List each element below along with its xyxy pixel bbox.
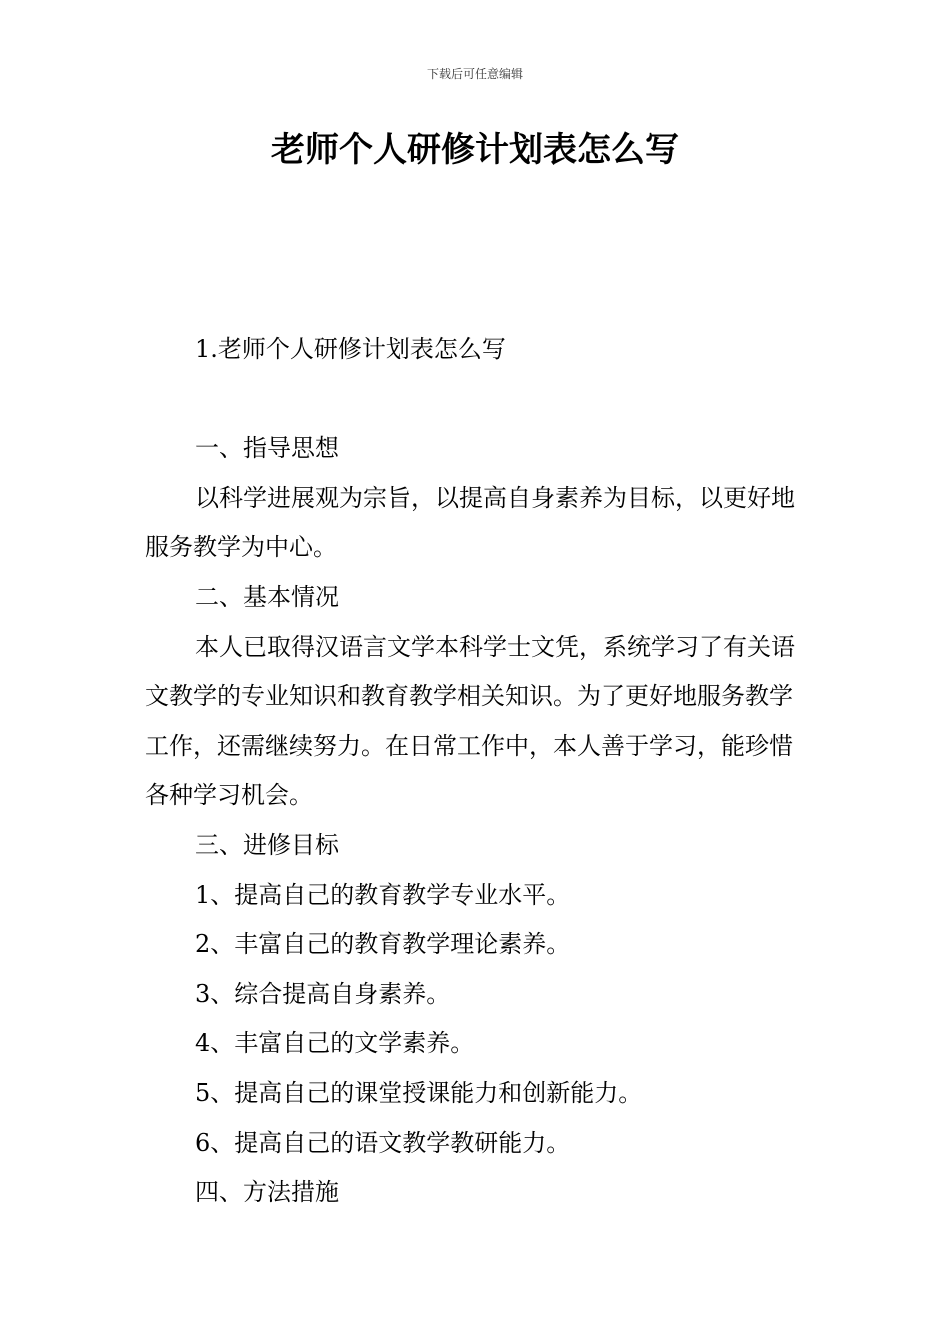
goal-item-6: 6、提高自己的语文教学教研能力。: [195, 1128, 571, 1157]
page-header-note: 下载后可任意编辑: [426, 67, 523, 81]
paragraph-guiding-thought: 以科学进展观为宗旨，以提高自身素养为目标，以更好地服务教学为中心。: [145, 483, 795, 562]
heading-study-goals: 三、进修目标: [195, 830, 339, 859]
goal-item-1: 1、提高自己的教育教学专业水平。: [195, 880, 571, 909]
heading-basic-situation: 二、基本情况: [195, 582, 339, 611]
goal-item-4: 4、丰富自己的文学素养。: [195, 1029, 475, 1058]
goal-item-2: 2、丰富自己的教育教学理论素养。: [195, 930, 571, 959]
heading-methods: 四、方法措施: [195, 1178, 339, 1207]
document-title: 老师个人研修计划表怎么写: [271, 130, 679, 170]
goal-item-5: 5、提高自己的课堂授课能力和创新能力。: [195, 1078, 643, 1107]
section-heading: 1.老师个人研修计划表怎么写: [195, 335, 506, 363]
paragraph-basic-situation: 本人已取得汉语言文学本科学士文凭，系统学习了有关语文教学的专业知识和教育教学相关知识。为了更好地服务教学工作，还需继续努力。在日常工作中，本人善于学习，能珍惜各种学习机会。: [145, 632, 795, 810]
document-body: [145, 325, 807, 1218]
goal-item-3: 3、综合提高自身素养。: [195, 979, 451, 1008]
heading-guiding-thought: 一、指导思想: [195, 434, 339, 463]
